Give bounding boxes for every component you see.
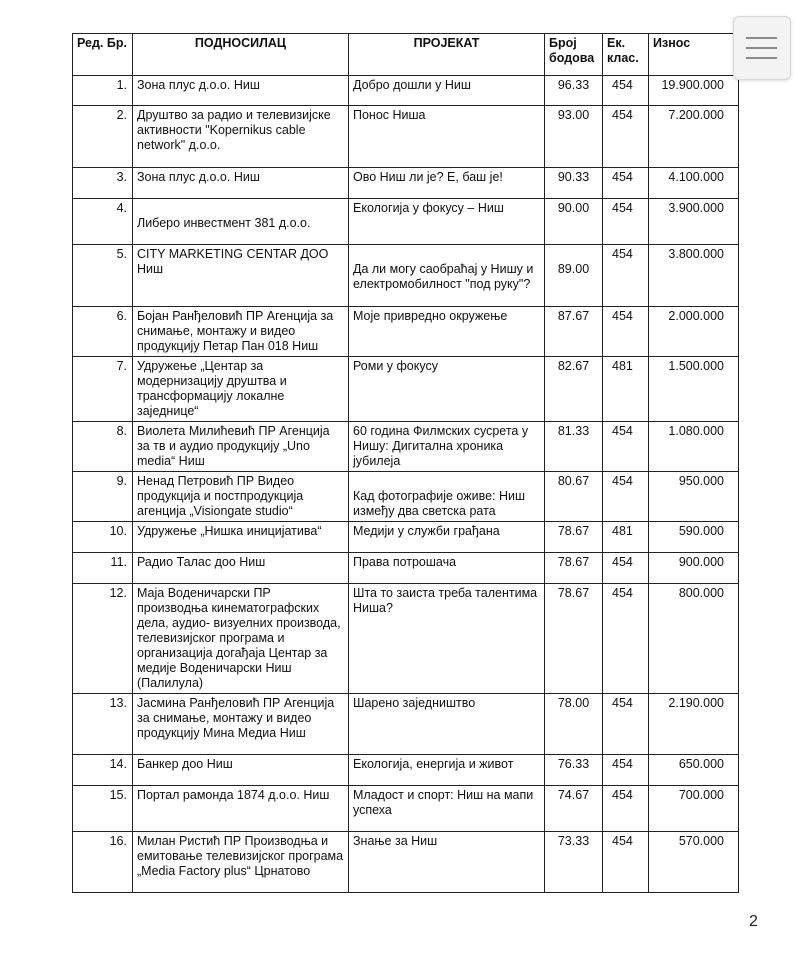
cell-project: Ово Ниш ли је? Е, баш је! [349,168,545,199]
cell-project: Младост и спорт: Ниш на мапи успеха [349,786,545,832]
cell-amount: 3.800.000 [649,245,739,307]
table-row [73,786,739,832]
header-project: ПРОЈЕКАТ [349,34,545,76]
cell-applicant: Маја Водeничарски ПР производња кинематографских дела, аудио- визуелних производа, телевизијског програма и организација догађаја Центар за медије Воденичарски Ниш (Палилула) [133,584,349,694]
header-applicant: ПОДНОСИЛАЦ [133,34,349,76]
cell-applicant: Ненад Петровић ПР Видео продукција и постпродукција агенција „Visiongate studio“ [133,472,349,522]
cell-amount: 650.000 [649,755,739,786]
cell-project: Шарено заједништво [349,694,545,755]
menu-button[interactable] [733,16,791,80]
page-number: 2 [749,913,758,930]
table-row [73,76,739,106]
cell-ek: 454 [603,786,649,832]
cell-amount: 19.900.000 [649,76,739,106]
table-row [73,522,739,553]
cell-ek: 454 [603,76,649,106]
cell-amount: 1.500.000 [649,357,739,422]
table-row [73,472,739,522]
header-amount: Износ [649,34,739,76]
cell-applicant: Портал рамонда 1874 д.о.о. Ниш [133,786,349,832]
cell-num: 11. [73,553,133,584]
cell-ek: 454 [603,168,649,199]
cell-points: 90.33 [545,168,603,199]
cell-num: 3. [73,168,133,199]
cell-project: Шта то заиста треба талентима Ниша? [349,584,545,694]
cell-project: Моје привредно окружење [349,307,545,357]
cell-points: 87.67 [545,307,603,357]
cell-ek: 454 [603,106,649,168]
cell-amount: 3.900.000 [649,199,739,245]
cell-project: Роми у фокусу [349,357,545,422]
table-row [73,694,739,755]
cell-ek: 481 [603,522,649,553]
cell-applicant: Удружење „Нишка иницијатива“ [133,522,349,553]
table-row [73,755,739,786]
cell-amount: 2.000.000 [649,307,739,357]
cell-applicant: Удружење „Центар за модернизацију друштва и трансформацију локалне заједнице“ [133,357,349,422]
cell-applicant: Зона плус д.о.о. Ниш [133,168,349,199]
cell-ek: 454 [603,553,649,584]
cell-ek: 454 [603,307,649,357]
cell-points: 78.67 [545,553,603,584]
cell-ek: 481 [603,357,649,422]
cell-project: Екологија, енергија и живот [349,755,545,786]
cell-amount: 900.000 [649,553,739,584]
cell-amount: 570.000 [649,832,739,893]
cell-points: 80.67 [545,472,603,522]
cell-applicant: Милан Ристић ПР Производња и емитовање телевизијског програма „Media Factory plus“ Црнатово [133,832,349,893]
cell-applicant: Бојан Ранђеловић ПР Агенција за снимање, монтажу и видео продукцију Петар Пан 018 Ниш [133,307,349,357]
cell-num: 12. [73,584,133,694]
cell-amount: 2.190.000 [649,694,739,755]
table-row [73,832,739,893]
table-row [73,357,739,422]
cell-project: 60 година Филмских сусрета у Нишу: Дигитална хроника јубилеја [349,422,545,472]
cell-amount: 950.000 [649,472,739,522]
cell-num: 16. [73,832,133,893]
cell-ek: 454 [603,584,649,694]
cell-applicant: Виолета Милићевић ПР Агенција за тв и аудио продукцију „Uno media“ Ниш [133,422,349,472]
cell-num: 9. [73,472,133,522]
cell-amount: 4.100.000 [649,168,739,199]
cell-ek: 454 [603,472,649,522]
table-row [73,553,739,584]
header-ek: Ек. клас. [603,34,649,76]
cell-num: 15. [73,786,133,832]
grants-table [72,33,739,893]
cell-points: 78.00 [545,694,603,755]
table-row [73,245,739,307]
cell-num: 6. [73,307,133,357]
cell-points: 81.33 [545,422,603,472]
cell-amount: 1.080.000 [649,422,739,472]
cell-project: Да ли могу саобраћај у Нишу и електромобилност "под руку"? [349,245,545,307]
cell-num: 10. [73,522,133,553]
cell-points: 90.00 [545,199,603,245]
cell-num: 4. [73,199,133,245]
cell-applicant: Радио Талас доо Ниш [133,553,349,584]
cell-applicant: CITY MARKETING CENTAR ДОО Ниш [133,245,349,307]
cell-ek: 454 [603,199,649,245]
cell-points: 78.67 [545,584,603,694]
cell-num: 7. [73,357,133,422]
cell-amount: 7.200.000 [649,106,739,168]
cell-points: 76.33 [545,755,603,786]
table-row [73,422,739,472]
cell-points: 89.00 [545,245,603,307]
table-row [73,199,739,245]
cell-num: 8. [73,422,133,472]
table-row [73,584,739,694]
cell-points: 93.00 [545,106,603,168]
cell-points: 96.33 [545,76,603,106]
header-num: Ред. Бр. [73,34,133,76]
table-row [73,307,739,357]
cell-num: 2. [73,106,133,168]
cell-num: 5. [73,245,133,307]
cell-ek: 454 [603,422,649,472]
cell-points: 78.67 [545,522,603,553]
cell-ek: 454 [603,245,649,307]
cell-ek: 454 [603,832,649,893]
cell-project: Медији у служби грађана [349,522,545,553]
cell-applicant: Либеро инвестмент 381 д.о.о. [133,199,349,245]
cell-points: 73.33 [545,832,603,893]
table-row [73,168,739,199]
cell-num: 14. [73,755,133,786]
table-header-row [73,34,739,76]
cell-project: Знање за Ниш [349,832,545,893]
cell-applicant: Јасмина Ранђеловић ПР Агенција за снимање, монтажу и видео продукцију Мина Медиа Ниш [133,694,349,755]
cell-amount: 800.000 [649,584,739,694]
cell-applicant: Банкер доо Ниш [133,755,349,786]
header-points: Број бодова [545,34,603,76]
cell-project: Екологија у фокусу – Ниш [349,199,545,245]
cell-points: 82.67 [545,357,603,422]
cell-project: Права потрошача [349,553,545,584]
cell-project: Понос Ниша [349,106,545,168]
cell-ek: 454 [603,755,649,786]
cell-num: 13. [73,694,133,755]
cell-num: 1. [73,76,133,106]
cell-project: Кад фотографије оживе: Ниш између два светска рата [349,472,545,522]
cell-applicant: Зона плус д.о.о. Ниш [133,76,349,106]
cell-amount: 590.000 [649,522,739,553]
cell-project: Добро дошли у Ниш [349,76,545,106]
table-row [73,106,739,168]
cell-applicant: Друштво за радио и телевизијске активности "Kopernikus cable network" д.о.о. [133,106,349,168]
cell-points: 74.67 [545,786,603,832]
cell-ek: 454 [603,694,649,755]
cell-amount: 700.000 [649,786,739,832]
